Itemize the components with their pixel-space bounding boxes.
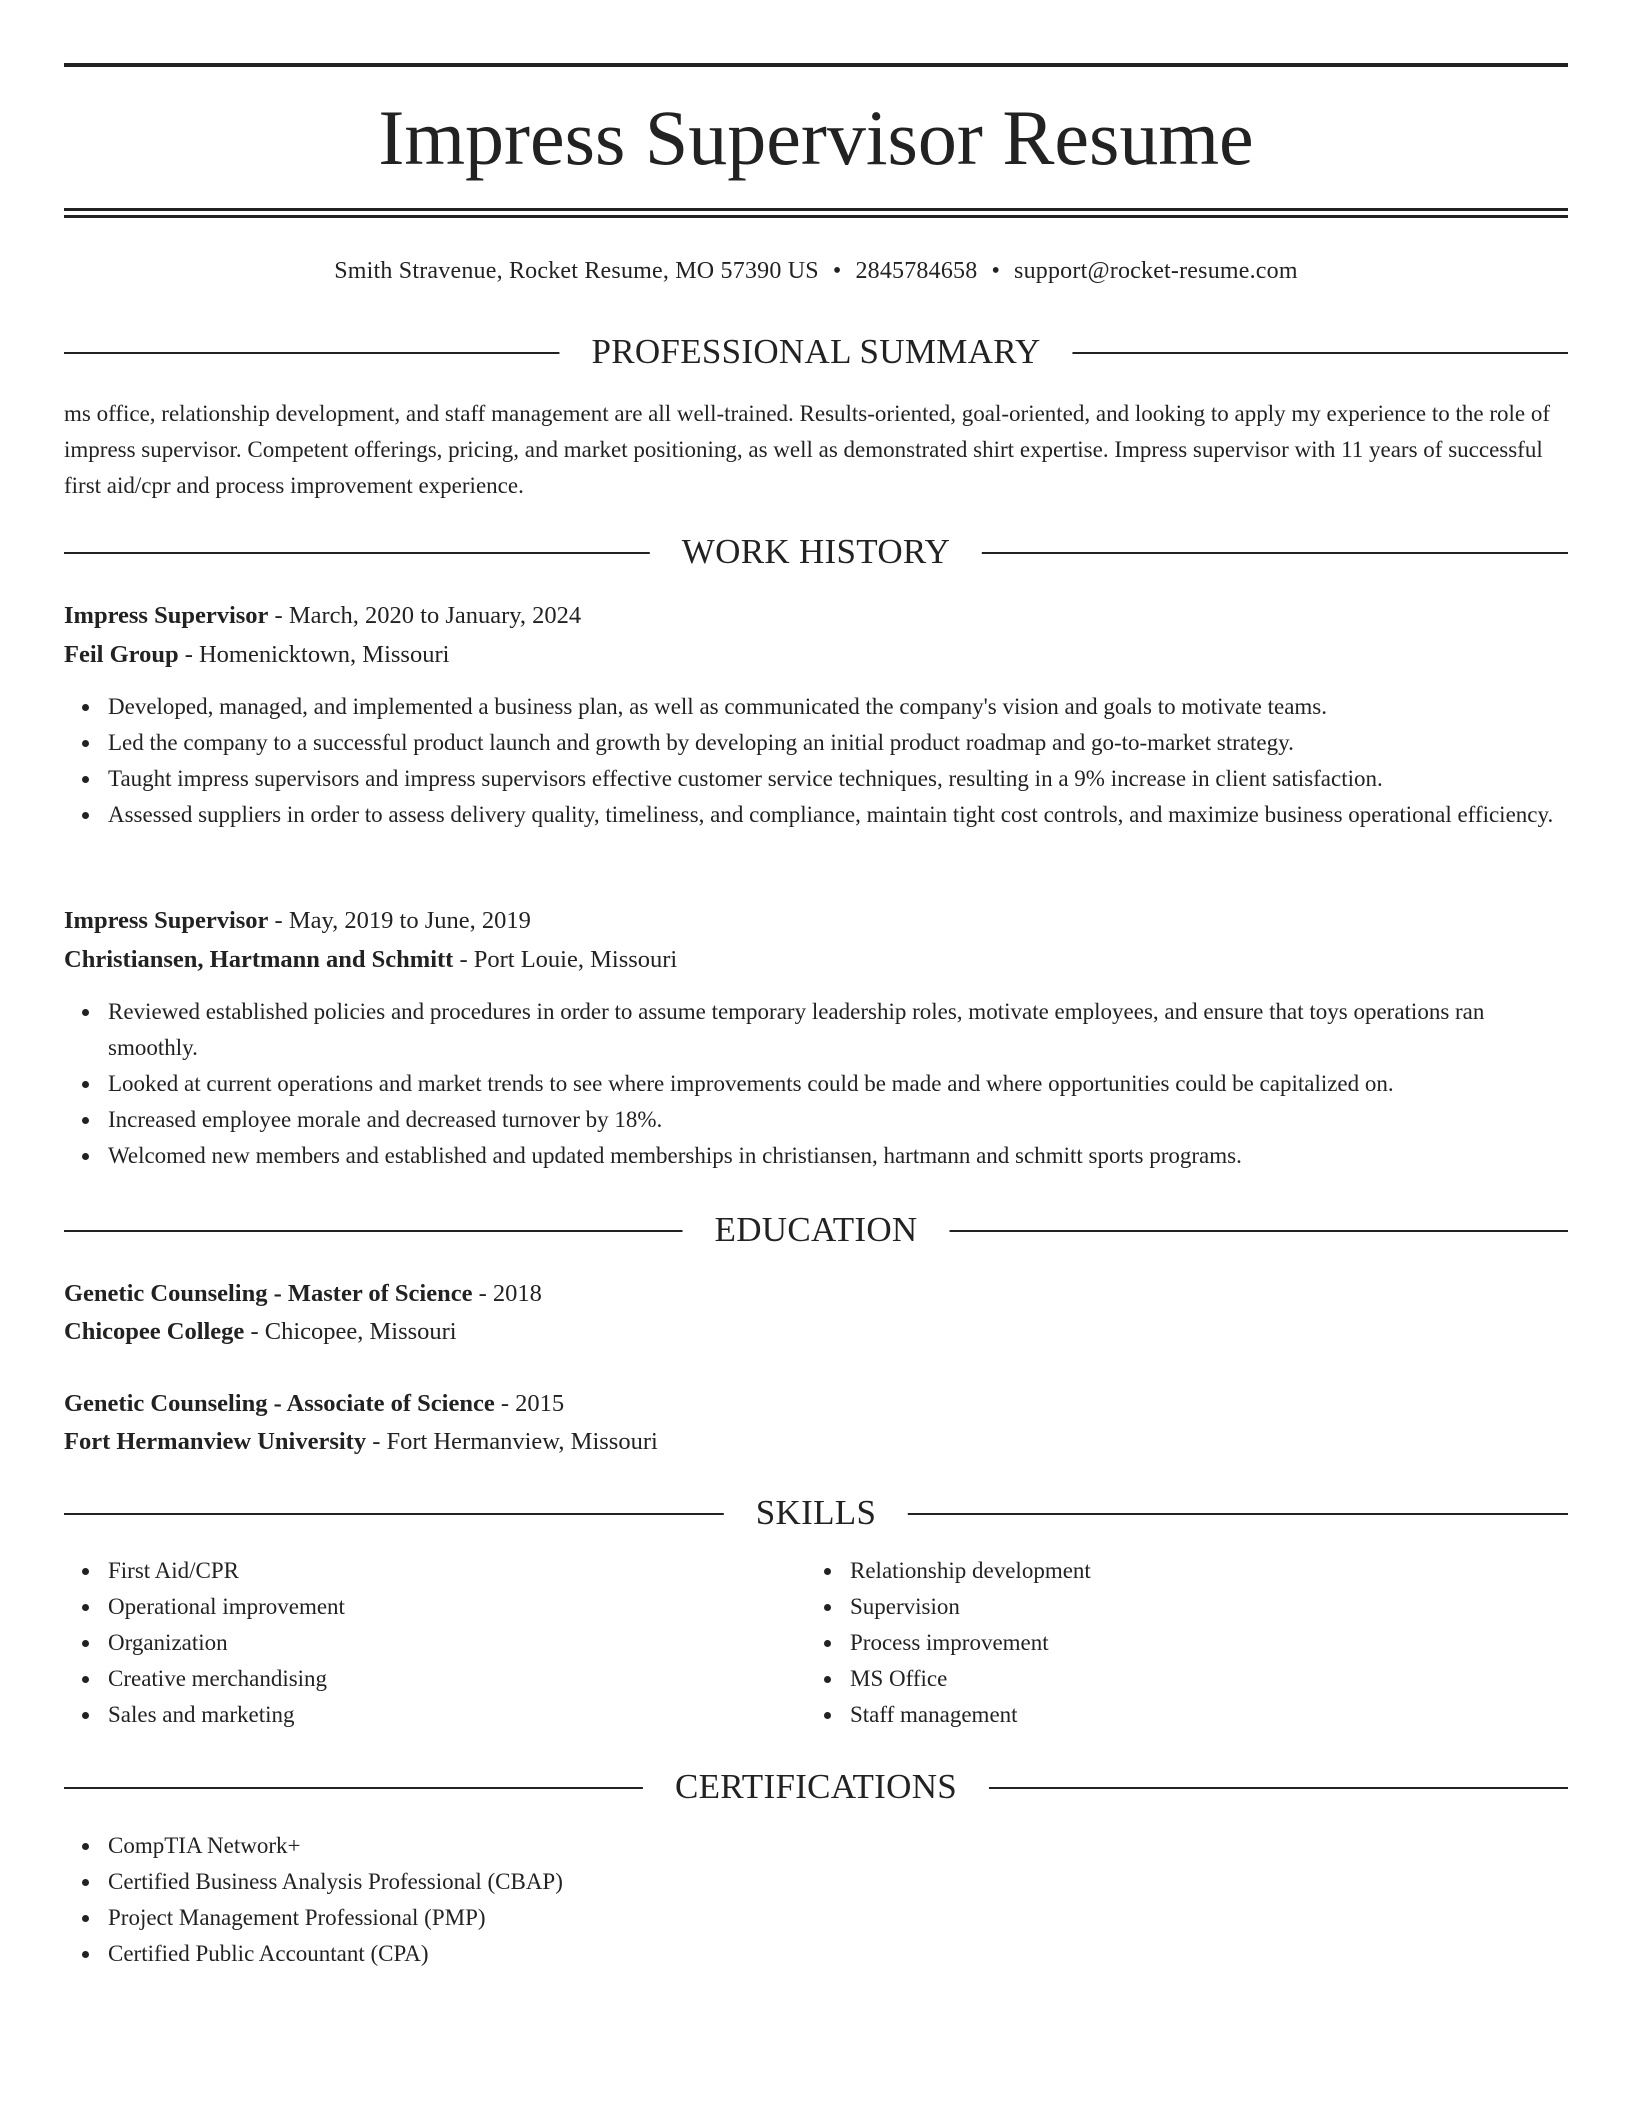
job-bullets bbox=[64, 994, 1568, 1174]
list-item: Welcomed new members and established and updated memberships in christiansen, hartmann and schmitt sports programs. bbox=[108, 1138, 1568, 1174]
list-item: Sales and marketing bbox=[108, 1697, 764, 1733]
section-heading-education bbox=[64, 1208, 1568, 1252]
job-title-line bbox=[64, 598, 1568, 634]
contact-phone: 2845784658 bbox=[855, 258, 978, 284]
list-item: Supervision bbox=[850, 1589, 1506, 1625]
summary-text: ms office, relationship development, and staff management are all well-trained. Results-oriented, goal-oriented, and looking to apply my experience to the role of impress supervisor. Competent offerings, pricing, and market positioning, as well as demonstrated shirt expertise. Impress supervisor with 11 years of successful first aid/cpr and process improvement experience. bbox=[64, 401, 1551, 498]
contact-line bbox=[64, 254, 1568, 288]
education-school-line bbox=[64, 1424, 1568, 1460]
section-heading-skills bbox=[64, 1491, 1568, 1535]
top-rule bbox=[64, 63, 1568, 67]
education-school: Fort Hermanview University bbox=[64, 1428, 367, 1455]
list-item: Organization bbox=[108, 1625, 764, 1661]
section-heading-certifications bbox=[64, 1765, 1568, 1809]
contact-email: support@rocket-resume.com bbox=[1014, 258, 1298, 284]
education-degree-line bbox=[64, 1386, 1568, 1422]
education-degree-line bbox=[64, 1276, 1568, 1312]
job-title: Impress Supervisor bbox=[64, 907, 269, 934]
contact-address: Smith Stravenue, Rocket Resume, MO 57390 US bbox=[334, 258, 819, 284]
education-year: - 2015 bbox=[494, 1390, 565, 1417]
education-school: Chicopee College bbox=[64, 1318, 245, 1345]
section-heading-summary bbox=[64, 330, 1568, 374]
heading-label: CERTIFICATIONS bbox=[643, 1765, 989, 1809]
heading-label: EDUCATION bbox=[683, 1208, 950, 1252]
list-item: Certified Public Accountant (CPA) bbox=[108, 1936, 1568, 1972]
heading-label: PROFESSIONAL SUMMARY bbox=[559, 330, 1072, 374]
list-item: Project Management Professional (PMP) bbox=[108, 1900, 1568, 1936]
list-item: Process improvement bbox=[850, 1625, 1506, 1661]
list-item: Looked at current operations and market trends to see where improvements could be made and where opportunities could be capitalized on. bbox=[108, 1066, 1568, 1102]
list-item: First Aid/CPR bbox=[108, 1553, 764, 1589]
list-item: Staff management bbox=[850, 1697, 1506, 1733]
title-double-rule-2 bbox=[64, 215, 1568, 218]
list-item: CompTIA Network+ bbox=[108, 1828, 1568, 1864]
list-item: Relationship development bbox=[850, 1553, 1506, 1589]
list-item: Increased employee morale and decreased turnover by 18%. bbox=[108, 1102, 1568, 1138]
list-item: Operational improvement bbox=[108, 1589, 764, 1625]
job-location: - Homenicktown, Missouri bbox=[178, 641, 450, 668]
job-bullets bbox=[64, 689, 1568, 833]
heading-label: WORK HISTORY bbox=[650, 530, 982, 574]
education-location: - Chicopee, Missouri bbox=[244, 1318, 457, 1345]
list-item: Developed, managed, and implemented a business plan, as well as communicated the company's vision and goals to motivate teams. bbox=[108, 689, 1568, 725]
resume-title: Impress Supervisor Resume bbox=[378, 94, 1254, 181]
education-location: - Fort Hermanview, Missouri bbox=[366, 1428, 658, 1455]
skills-list-left bbox=[64, 1553, 764, 1733]
job-title-line bbox=[64, 903, 1568, 939]
job-location: - Port Louie, Missouri bbox=[453, 946, 678, 973]
job-company-line bbox=[64, 637, 1568, 673]
job-company-line bbox=[64, 942, 1568, 978]
education-degree: Genetic Counseling - Master of Science bbox=[64, 1280, 473, 1307]
list-item: Taught impress supervisors and impress supervisors effective customer service techniques, resulting in a 9% increase in client satisfaction. bbox=[108, 761, 1568, 797]
education-year: - 2018 bbox=[472, 1280, 542, 1307]
list-item: Led the company to a successful product launch and growth by developing an initial product roadmap and go-to-market strategy. bbox=[108, 725, 1568, 761]
job-company: Feil Group bbox=[64, 641, 179, 668]
job-dates: - May, 2019 to June, 2019 bbox=[268, 907, 531, 934]
section-heading-work-history bbox=[64, 530, 1568, 574]
list-item: Assessed suppliers in order to assess delivery quality, timeliness, and compliance, maintain tight cost controls, and maximize business operational efficiency. bbox=[108, 797, 1568, 833]
skills-list-right bbox=[806, 1553, 1506, 1733]
job-dates: - March, 2020 to January, 2024 bbox=[268, 602, 582, 629]
list-item: Creative merchandising bbox=[108, 1661, 764, 1697]
certifications-list bbox=[64, 1828, 1568, 1972]
title-double-rule-1 bbox=[64, 208, 1568, 211]
job-title: Impress Supervisor bbox=[64, 602, 269, 629]
list-item: Reviewed established policies and procedures in order to assume temporary leadership roles, motivate employees, and ensure that toys operations ran smoothly. bbox=[108, 994, 1568, 1066]
education-degree: Genetic Counseling - Associate of Science bbox=[64, 1390, 495, 1417]
education-school-line bbox=[64, 1314, 1568, 1350]
heading-label: SKILLS bbox=[724, 1491, 908, 1535]
job-company: Christiansen, Hartmann and Schmitt bbox=[64, 946, 454, 973]
list-item: MS Office bbox=[850, 1661, 1506, 1697]
contact-separator: • bbox=[991, 258, 1001, 284]
list-item: Certified Business Analysis Professional (CBAP) bbox=[108, 1864, 1568, 1900]
contact-separator: • bbox=[832, 258, 842, 284]
